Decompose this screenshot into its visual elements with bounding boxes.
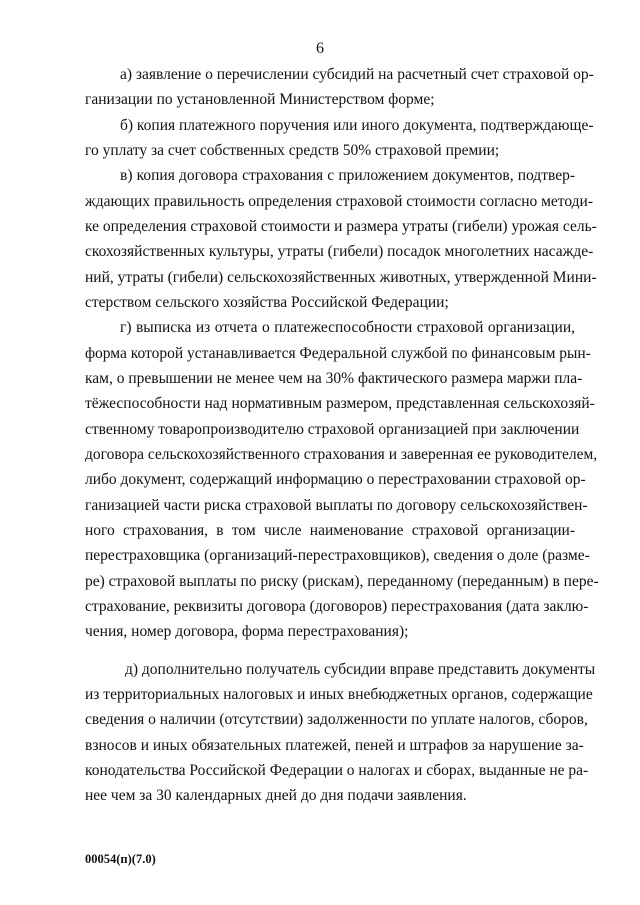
text-line: в) копия договора страхования с приложением документов, подтвер- <box>120 167 575 184</box>
text-line: скохозяйственных культуры, утраты (гибели) посадок многолетних насажде- <box>85 243 594 260</box>
text-line: форма которой устанавливается Федеральной службой по финансовым рын- <box>85 345 591 362</box>
text-line: ственному товаропроизводителю страховой организацией при заключении <box>85 421 580 438</box>
text-line: перестраховщика (организаций-перестраховщиков), сведения о доле (разме- <box>85 547 590 564</box>
text-line: ке определения страховой стоимости и размера утраты (гибели) урожая сель- <box>85 218 597 235</box>
text-line: г) выписка из отчета о платежеспособности страховой организации, <box>120 319 575 336</box>
text-line: из территориальных налоговых и иных внебюджетных органов, содержащие <box>85 686 593 703</box>
text-line: ре) страховой выплаты по риску (рискам), переданному (переданным) в пере- <box>85 573 599 590</box>
text-line: а) заявление о перечислении субсидий на расчетный счет страховой ор- <box>120 66 594 83</box>
text-line: д) дополнительно получатель субсидии вправе представить документы <box>125 661 596 678</box>
text-line: конодательства Российской Федерации о налогах и сборах, выданные не ра- <box>85 762 589 779</box>
text-line: стерством сельского хозяйства Российской Федерации; <box>85 294 449 311</box>
text-line: сведения о наличии (отсутствии) задолженности по уплате налогов, сборов, <box>85 711 588 728</box>
text-line: ганизацией части риска страховой выплаты по договору сельскохозяйствен- <box>85 497 588 514</box>
text-line: ждающих правильность определения страховой стоимости согласно методи- <box>85 193 594 210</box>
text-line: го уплату за счет собственных средств 50% страховой премии; <box>85 142 500 159</box>
text-line: ганизации по установленной Министерством форме; <box>85 91 435 108</box>
text-line: нее чем за 30 календарных дней до дня подачи заявления. <box>85 787 467 804</box>
text-line: б) копия платежного поручения или иного документа, подтверждающе- <box>120 117 594 134</box>
text-line: либо документ, содержащий информацию о перестраховании страховой ор- <box>85 471 586 488</box>
text-line: тёжеспособности над нормативным размером, представленная сельскохозяй- <box>85 395 595 412</box>
text-line: взносов и иных обязательных платежей, пеней и штрафов за нарушение за- <box>85 737 584 754</box>
text-line: кам, о превышении не менее чем на 30% фактического размера маржи пла- <box>85 370 583 387</box>
text-line: ний, утраты (гибели) сельскохозяйственных животных, утвержденной Мини- <box>85 269 597 286</box>
page-number: 6 <box>316 40 324 57</box>
text-line: ного страхования, в том числе наименование страховой организации- <box>85 522 575 539</box>
text-line: чения, номер договора, форма перестрахования); <box>85 623 409 640</box>
text-line: страхование, реквизиты договора (договоров) перестрахования (дата заклю- <box>85 598 589 615</box>
document-code: 00054(п)(7.0) <box>85 852 156 866</box>
text-line: договора сельскохозяйственного страхования и заверенная ее руководителем, <box>85 446 598 463</box>
